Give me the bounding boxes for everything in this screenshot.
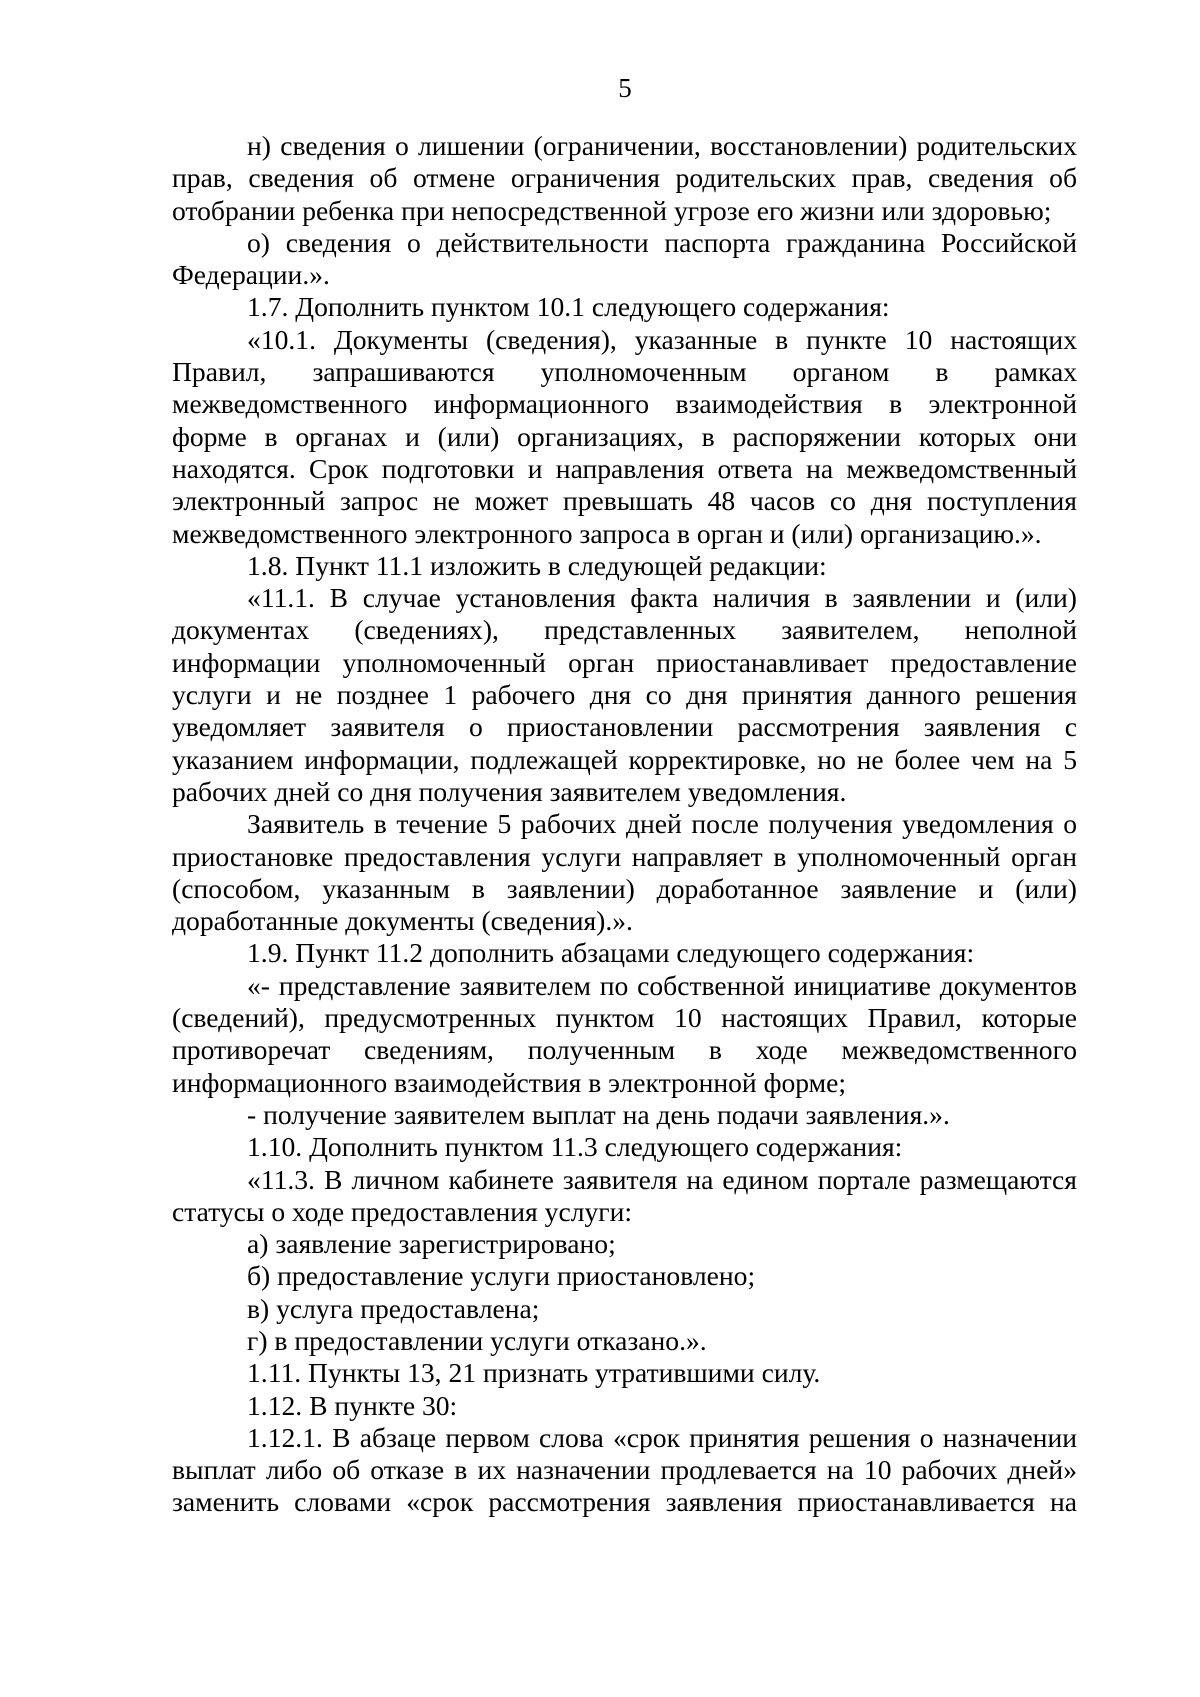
paragraph-1-11: 1.11. Пункты 13, 21 признать утратившими силу. [247,1357,821,1389]
paragraph-11-3: «11.3. В личном кабинете заявителя на едином портале размещаются статусы о ходе предоставления услуги: [172,1163,1077,1227]
paragraph-1-8: 1.8. Пункт 11.1 изложить в следующей редакции: [247,549,827,581]
paragraph-1-9: 1.9. Пункт 11.2 дополнить абзацами следующего содержания: [247,937,975,969]
document-body [172,130,1077,1519]
status-item-g: г) в предоставлении услуги отказано.». [247,1324,707,1356]
paragraph-receipt: - получение заявителем выплат на день подачи заявления.». [247,1098,950,1130]
status-item-v: в) услуга предоставлена; [247,1292,540,1324]
paragraph-1-12-1: 1.12.1. В абзаце первом слова «срок принятия решения о назначении выплат либо об отказе в их назначении продлевается на 10 рабочих дней» заменить словами «срок рассмотрения заявления приостанавливается на [172,1421,1077,1518]
paragraph-11-1: «11.1. В случае установления факта наличия в заявлении и (или) документах (сведениях), представленных заявителем, неполной информации уполномоченный орган приостанавливает предоставление услуги и не позднее 1 рабочего дня со дня принятия данного решения уведомляет заявителя о приостановлении рассмотрения заявления с указанием информации, подлежащей корректировке, но не более чем на 5 рабочих дней со дня получения заявителем уведомления. [172,582,1077,807]
paragraph-10-1: «10.1. Документы (сведения), указанные в пункте 10 настоящих Правил, запрашиваются уполномоченным органом в рамках межведомственного информационного взаимодействия в электронной форме в органах и (или) организациях, в распоряжении которых они находятся. Срок подготовки и направления ответа на межведомственный электронный запрос не может превышать 48 часов со дня поступления межведомственного электронного запроса в орган и (или) организацию.». [172,323,1077,549]
status-item-b: б) предоставление услуги приостановлено; [247,1260,756,1292]
paragraph-o: о) сведения о действительности паспорта гражданина Российской Федерации.». [172,226,1077,291]
paragraph-1-12: 1.12. В пункте 30: [247,1389,458,1421]
paragraph-applicant: Заявитель в течение 5 рабочих дней после получения уведомления о приостановке предоставления услуги направляет в уполномоченный орган (способом, указанным в заявлении) доработанное заявление и (или) доработанные документы (сведения).». [172,808,1077,937]
paragraph-1-10: 1.10. Дополнить пунктом 11.3 следующего содержания: [247,1131,903,1163]
paragraph-submission: «- представление заявителем по собственной инициативе документов (сведений), предусмотренных пунктом 10 настоящих Правил, которые противоречат сведениям, полученным в ходе межведомственного информационного взаимодействия в электронной форме; [172,969,1077,1098]
status-item-a: а) заявление зарегистрировано; [247,1228,616,1260]
paragraph-n: н) сведения о лишении (ограничении, восстановлении) родительских прав, сведения об отмене ограничения родительских прав, сведения об отобрании ребенка при непосредственной угрозе его жизни или здоровью; [172,130,1077,226]
paragraph-1-7: 1.7. Дополнить пунктом 10.1 следующего содержания: [247,291,890,323]
page-number: 5 [618,73,632,103]
